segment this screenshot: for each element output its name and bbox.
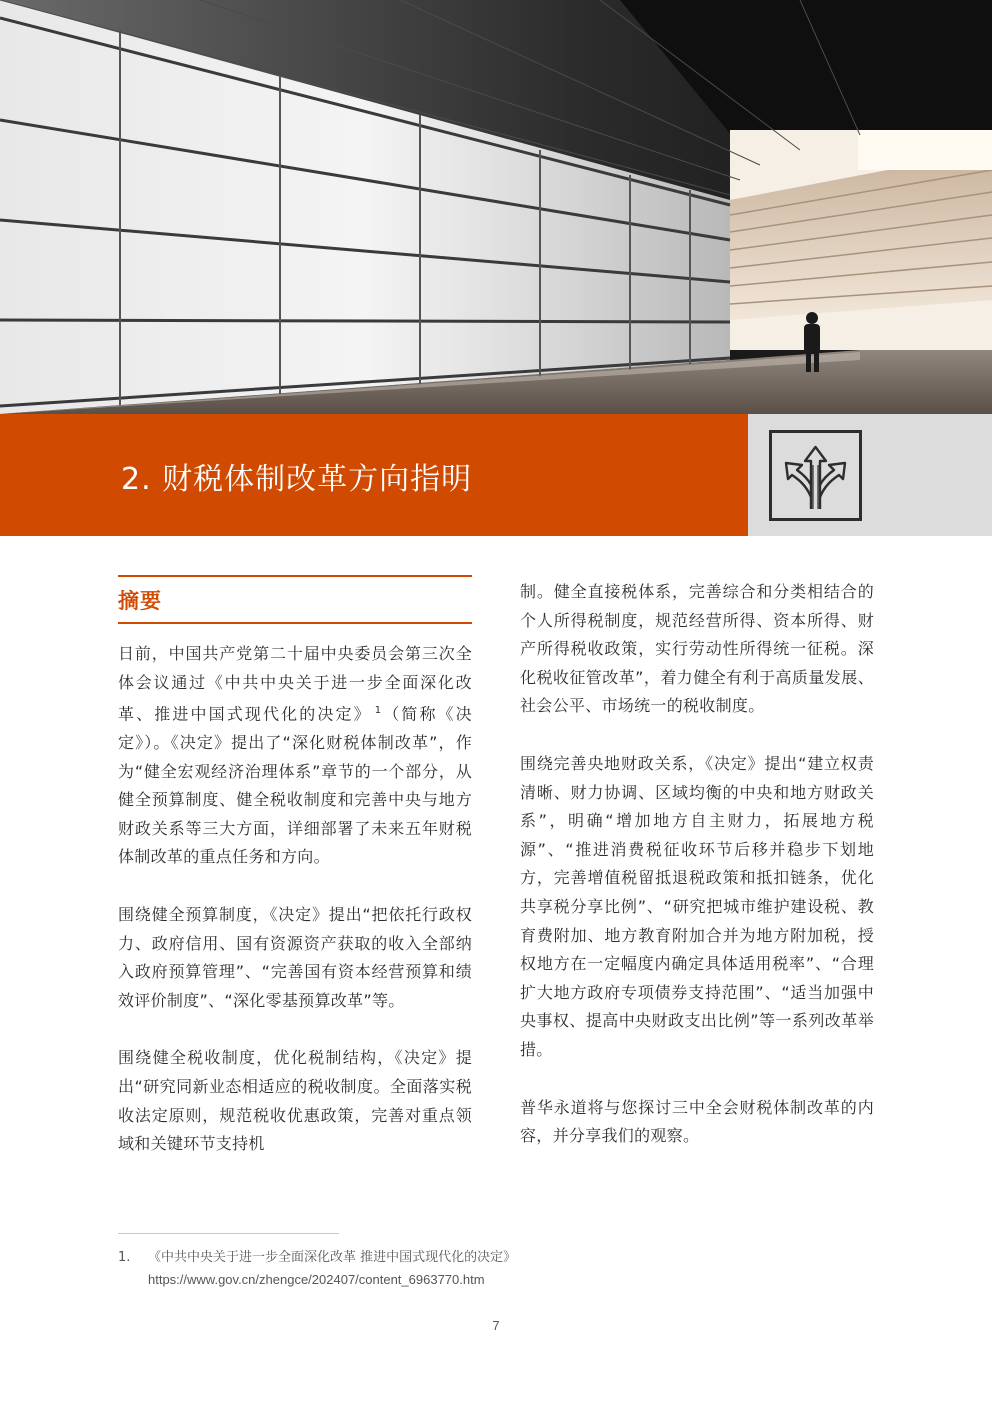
section-heading: 摘要 bbox=[118, 589, 162, 613]
page-title: 2. 财税体制改革方向指明 bbox=[121, 462, 473, 497]
title-band bbox=[0, 414, 748, 536]
paragraph: 围绕健全税收制度，优化税制结构，《决定》提出“研究同新业态相适应的税收制度。全面落实税收法定原则，规范税收优惠政策，完善对重点领域和关键环节支持机 bbox=[118, 1048, 472, 1154]
page-number: 7 bbox=[492, 1318, 500, 1333]
footnote-text: 《中共中央关于进一步全面深化改革 推进中国式现代化的决定》 bbox=[148, 1250, 517, 1265]
paragraph: 围绕健全预算制度，《决定》提出“把依托行政权力、政府信用、国有资源资产获取的收入全部纳入政府预算管理”、“完善国有资本经营预算和绩效评价制度”、“深化零基预算改革”等。 bbox=[118, 905, 472, 1010]
footnote-divider bbox=[118, 1233, 339, 1234]
paragraph: 日前，中国共产党第二十届中央委员会第三次全体会议通过《中共中央关于进一步全面深化改革、推进中国式现代化的决定》 $^1$（简称《决定》）。《决定》提出了“深化财税体制改革”，作为“健全宏观经济治理体系”章节的一个部分，从健全预算制度、健全税收制度和完善中央与地方财政关系等三大方面，详细部署了未来五年财税体制改革的重点任务和方向。 bbox=[118, 644, 472, 867]
footnote-number: 1. bbox=[118, 1250, 131, 1265]
footnote-ref[interactable]: 1 bbox=[374, 705, 382, 717]
diverging-arrows-icon bbox=[769, 430, 862, 521]
paragraph: 制。健全直接税体系，完善综合和分类相结合的个人所得税制度，规范经营所得、资本所得、财产所得税收政策，实行劳动性所得统一征税。深化税收征管改革”，着力健全有利于高质量发展、社会公平、市场统一的税收制度。 bbox=[520, 582, 874, 716]
right-column bbox=[520, 578, 874, 1180]
footnote-link[interactable]: https://www.gov.cn/zhengce/202407/content_6963770.htm bbox=[148, 1272, 485, 1287]
left-column bbox=[118, 575, 472, 1188]
section-rule-bottom bbox=[118, 622, 472, 624]
paragraph: 普华永道将与您探讨三中全会财税体制改革的内容，并分享我们的观察。 bbox=[520, 1097, 874, 1146]
paragraph: 围绕完善央地财政关系，《决定》提出“建立权责清晰、财力协调、区域均衡的中央和地方财政关系”，明确“增加地方自主财力，拓展地方税源”、“推进消费税征收环节后移并稳步下划地方，完善增值税留抵退税政策和抵扣链条，优化共享税分享比例”、“研究把城市维护建设税、教育费附加、地方教育附加合并为地方附加税，授权地方在一定幅度内确定具体适用税率”、“合理扩大地方政府专项债券支持范围”、“适当加强中央事权、提高中央财政支出比例”等一系列改革举措。 bbox=[520, 753, 874, 1059]
hero-photo bbox=[0, 0, 992, 414]
